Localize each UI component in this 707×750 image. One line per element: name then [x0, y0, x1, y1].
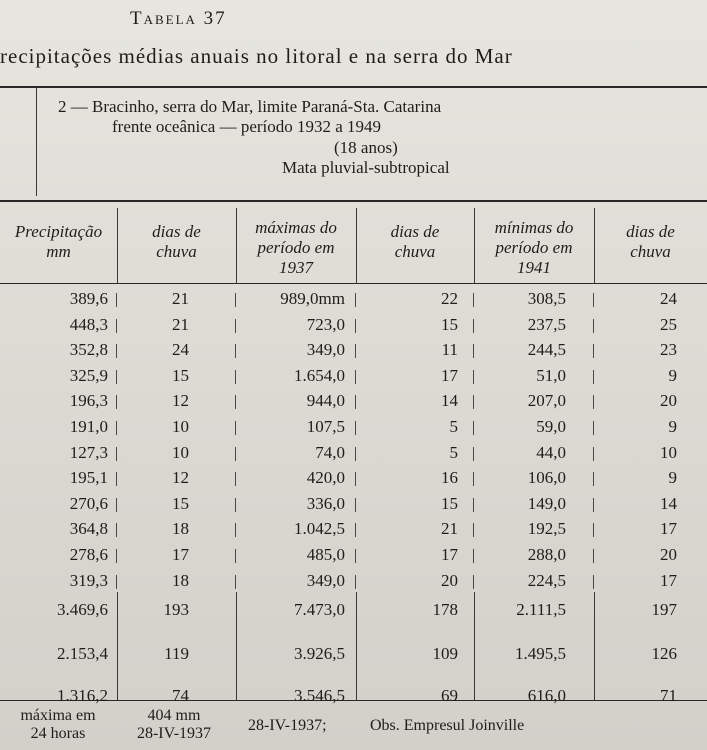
- column-header-text: mm: [46, 242, 71, 261]
- column-header-text: máximas do: [255, 218, 337, 237]
- column-header-text: dias de: [152, 222, 201, 241]
- totals-cell: 197: [651, 600, 677, 619]
- header-bottom-rule: [0, 283, 707, 284]
- table-cell: 288,0: [527, 545, 566, 564]
- totals-cell: 7.473,0: [294, 600, 345, 619]
- table-cell: 207,0: [527, 391, 566, 411]
- table-cell: 10: [172, 417, 189, 436]
- table-cell: 15: [441, 493, 458, 513]
- table-cell: 18: [172, 570, 189, 590]
- table-cell: 364,8: [69, 519, 108, 539]
- header-rule: [0, 200, 707, 202]
- table-cell: 23: [660, 340, 677, 360]
- table-cell: 448,3: [69, 314, 108, 334]
- table-cell: 24: [660, 289, 677, 308]
- totals-cell: 616,0: [527, 686, 566, 705]
- column-header-2: [236, 218, 356, 278]
- totals-cell: 3.469,6: [57, 600, 108, 619]
- table-cell: 17: [660, 519, 677, 539]
- header-column-divider: [117, 208, 118, 284]
- totals-cell: 109: [432, 644, 458, 663]
- table-cell: 18: [172, 519, 189, 539]
- table-cell: 17: [441, 365, 458, 385]
- column-header-0: [0, 222, 117, 262]
- footer-label-line-1: máxima em: [20, 707, 96, 724]
- table-cell: 12: [172, 468, 189, 488]
- totals-cell: 74: [172, 686, 189, 705]
- table-cell: 15: [172, 365, 189, 385]
- table-cell: 17: [441, 545, 458, 564]
- station-line-3: (18 anos): [334, 138, 398, 157]
- table-cell: 5: [449, 442, 458, 462]
- table-cell: 278,6: [69, 545, 108, 564]
- table-cell: 989,0mm: [280, 289, 345, 308]
- table-label: Tabela 37: [130, 8, 227, 29]
- table-cell: 107,5: [306, 417, 345, 436]
- table-cell: 21: [172, 289, 189, 308]
- table-cell: 11: [441, 340, 458, 360]
- totals-cell: 126: [651, 644, 677, 663]
- station-line-1: 2 — Bracinho, serra do Mar, limite Paraná-Sta. Catarina: [58, 97, 442, 116]
- table-cell: 352,8: [69, 340, 108, 360]
- totals-cell: 2.153,4: [57, 644, 108, 663]
- table-cell: 25: [660, 314, 677, 334]
- table-cell: 24: [172, 340, 189, 360]
- table-cell: 485,0: [306, 545, 345, 564]
- header-column-divider: [236, 208, 237, 284]
- column-header-text: Precipitação: [14, 222, 103, 241]
- table-cell: 17: [172, 545, 189, 564]
- column-header-5: [594, 222, 707, 262]
- table-cell: 10: [172, 442, 189, 462]
- table-title: recipitações médias anuais no litoral e na serra do Mar: [0, 44, 513, 68]
- table-cell: 51,0: [536, 365, 566, 385]
- footer-label-line-2: 24 horas: [30, 725, 86, 742]
- table-cell: 319,3: [69, 570, 108, 590]
- table-cell: 1.654,0: [294, 365, 345, 385]
- column-header-3: [356, 222, 474, 262]
- table-cell: 14: [660, 493, 677, 513]
- table-cell: 420,0: [306, 468, 345, 488]
- column-header-1: [117, 222, 236, 262]
- table-cell: 192,5: [527, 519, 566, 539]
- table-cell: 21: [172, 314, 189, 334]
- table-cell: 106,0: [527, 468, 566, 488]
- table-cell: 195,1: [69, 468, 108, 488]
- table-cell: 20: [441, 570, 458, 590]
- column-header-text: período em: [257, 238, 335, 257]
- totals-cell: 193: [163, 600, 189, 619]
- table-cell: 308,5: [527, 289, 566, 308]
- table-cell: 9: [668, 417, 677, 436]
- header-column-divider: [356, 208, 357, 284]
- column-header-text: chuva: [630, 242, 671, 261]
- table-cell: 20: [660, 545, 677, 564]
- table-cell: 22: [441, 289, 458, 308]
- table-cell: 325,9: [69, 365, 108, 385]
- table-cell: 127,3: [69, 442, 108, 462]
- column-header-text: 1937: [279, 258, 313, 277]
- header-column-divider: [474, 208, 475, 284]
- table-cell: 349,0: [306, 340, 345, 360]
- totals-cell: 69: [441, 686, 458, 705]
- table-cell: 1.042,5: [294, 519, 345, 539]
- table-cell: 270,6: [69, 493, 108, 513]
- table-cell: 723,0: [306, 314, 345, 334]
- column-header-4: [474, 218, 594, 278]
- table-cell: 74,0: [315, 442, 345, 462]
- table-cell: 191,0: [69, 417, 108, 436]
- table-cell: 16: [441, 468, 458, 488]
- table-cell: 15: [172, 493, 189, 513]
- table-cell: 14: [441, 391, 458, 411]
- footer-value-line-2: 28-IV-1937: [136, 725, 212, 742]
- header-column-divider: [594, 208, 595, 284]
- table-cell: 12: [172, 391, 189, 411]
- table-cell: 336,0: [306, 493, 345, 513]
- table-cell: 244,5: [527, 340, 566, 360]
- table-cell: 15: [441, 314, 458, 334]
- table-cell: 149,0: [527, 493, 566, 513]
- table-cell: 17: [660, 570, 677, 590]
- table-cell: 44,0: [536, 442, 566, 462]
- footer-date: 28-IV-1937;: [248, 717, 327, 734]
- table-cell: 9: [668, 365, 677, 385]
- totals-cell: 3.926,5: [294, 644, 345, 663]
- table-cell: 389,6: [69, 289, 108, 308]
- table-cell: 20: [660, 391, 677, 411]
- column-header-text: 1941: [517, 258, 551, 277]
- table-cell: 349,0: [306, 570, 345, 590]
- footer-obs: Obs. Empresul Joinville: [370, 717, 525, 734]
- totals-cell: 71: [660, 686, 677, 705]
- totals-cell: 2.111,5: [516, 600, 566, 619]
- column-header-text: chuva: [156, 242, 197, 261]
- totals-cell: 119: [164, 644, 189, 663]
- column-header-text: período em: [495, 238, 573, 257]
- table-cell: 9: [668, 468, 677, 488]
- column-header-text: chuva: [394, 242, 436, 261]
- table-cell: 59,0: [536, 417, 566, 436]
- station-line-2: frente oceânica — período 1932 a 1949: [112, 117, 382, 136]
- table-cell: 21: [441, 519, 458, 539]
- totals-cell: 1.495,5: [515, 644, 566, 663]
- totals-cell: 178: [432, 600, 458, 619]
- table-cell: 237,5: [527, 314, 566, 334]
- table-cell: 10: [660, 442, 677, 462]
- footer-value-line-1: 404 mm: [147, 707, 201, 724]
- table-cell: 944,0: [306, 391, 345, 411]
- totals-cell: 3.546,5: [294, 686, 345, 705]
- column-header-text: dias de: [390, 222, 440, 241]
- totals-cell: 1.316,2: [57, 686, 108, 705]
- table-cell: 196,3: [69, 391, 108, 411]
- column-header-text: dias de: [626, 222, 675, 241]
- station-line-4: Mata pluvial-subtropical: [282, 158, 450, 177]
- table-cell: 5: [449, 417, 458, 436]
- column-header-text: mínimas do: [494, 218, 574, 237]
- table-cell: 224,5: [527, 570, 566, 590]
